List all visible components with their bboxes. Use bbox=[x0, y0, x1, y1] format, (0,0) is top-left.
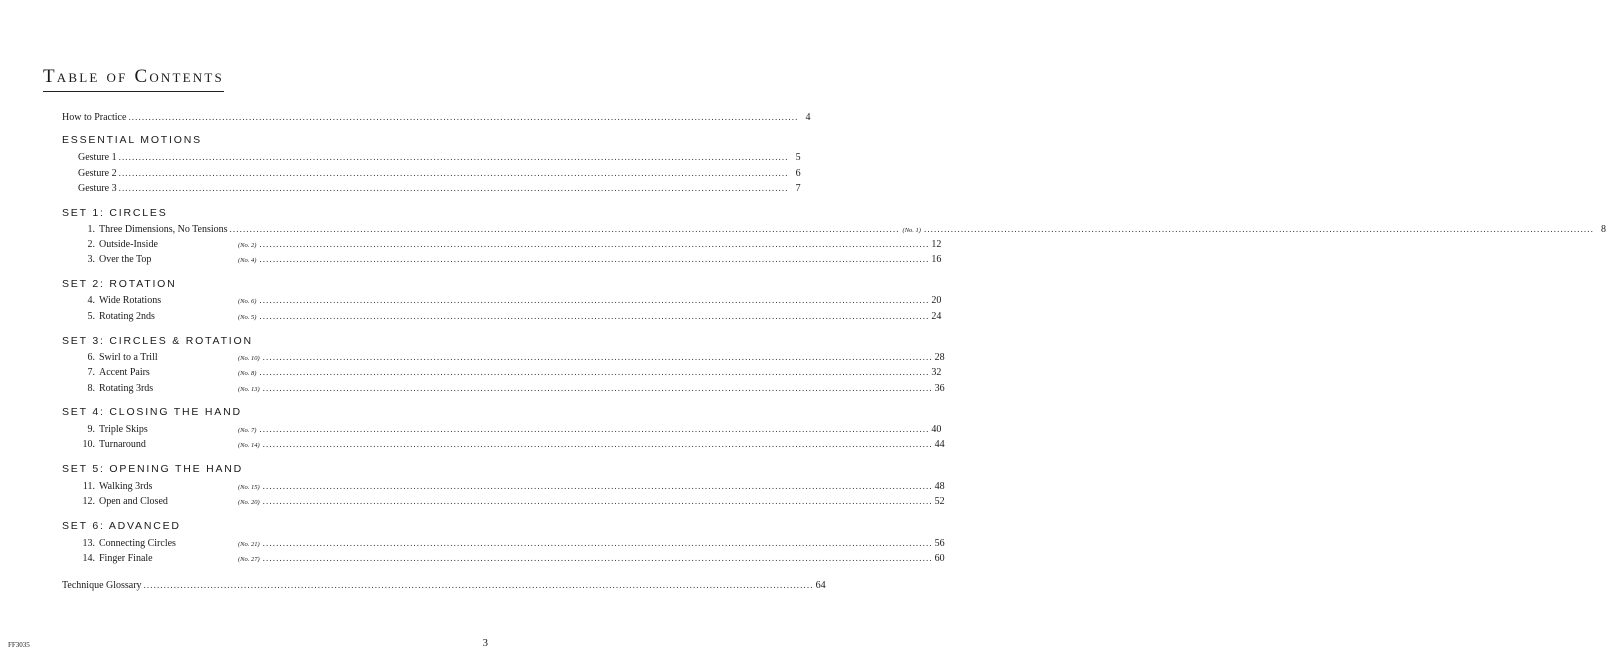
dot-leader: ........................................................................................................................................................................................................ bbox=[262, 439, 933, 449]
section-heading-set-1: SET 1: CIRCLES bbox=[62, 207, 168, 219]
dot-leader: ........................................................................................................................................................................................................ bbox=[143, 580, 814, 590]
dot-leader: ........................................................................................................................................................................................................ bbox=[128, 112, 799, 122]
entry-reference: (No. 20) bbox=[238, 499, 260, 506]
entry-label: Wide Rotations bbox=[99, 295, 162, 306]
entry-number: 3. bbox=[87, 254, 95, 265]
entry-number: 8. bbox=[87, 383, 95, 394]
section-heading-set-6: SET 6: ADVANCED bbox=[62, 520, 181, 532]
dot-leader: ........................................................................................................................................................................................................ bbox=[262, 553, 933, 563]
toc-entry[interactable] bbox=[78, 181, 801, 195]
entry-page: 12 bbox=[931, 239, 942, 250]
entry-reference: (No. 10) bbox=[238, 355, 260, 362]
entry-label: Gesture 3 bbox=[78, 183, 117, 194]
toc-entry[interactable] bbox=[78, 150, 801, 164]
toc-entry[interactable] bbox=[78, 166, 801, 180]
entry-label: Over the Top bbox=[99, 254, 152, 265]
entry-number: 11. bbox=[82, 481, 95, 492]
dot-leader: ........................................................................................................................................................................................................ bbox=[262, 481, 933, 491]
dot-leader: ........................................................................................................................................................................................................ bbox=[923, 224, 1594, 234]
entry-label: Rotating 3rds bbox=[99, 383, 154, 394]
entry-number: 5. bbox=[87, 311, 95, 322]
entry-number: 10. bbox=[82, 439, 95, 450]
section-heading-set-3: SET 3: CIRCLES & ROTATION bbox=[62, 335, 253, 347]
entry-label: Open and Closed bbox=[99, 496, 168, 507]
catalog-code: FF3035 bbox=[8, 641, 30, 649]
dot-leader: ........................................................................................................................................................................................................ bbox=[262, 538, 933, 548]
entry-reference: (No. 13) bbox=[238, 386, 260, 393]
entry-number: 6. bbox=[87, 352, 95, 363]
entry-page: 36 bbox=[934, 383, 945, 394]
entry-page: 60 bbox=[934, 553, 945, 564]
entry-page: 64 bbox=[815, 580, 826, 591]
entry-number: 4. bbox=[87, 295, 95, 306]
entry-page: 7 bbox=[795, 183, 801, 194]
entry-number: 1. bbox=[87, 224, 95, 235]
dot-leader: ........................................................................................................................................................................................................ bbox=[259, 239, 930, 249]
entry-page: 16 bbox=[931, 254, 942, 265]
entry-label: Outside-Inside bbox=[99, 239, 158, 250]
page-number: 3 bbox=[482, 637, 488, 649]
entry-number: 2. bbox=[87, 239, 95, 250]
entry-page: 48 bbox=[934, 481, 945, 492]
entry-page: 28 bbox=[934, 352, 945, 363]
entry-reference: (No. 4) bbox=[238, 257, 257, 264]
dot-leader: ........................................................................................................................................................................................................ bbox=[259, 254, 930, 264]
section-heading-essential-motions: ESSENTIAL MOTIONS bbox=[62, 134, 202, 146]
toc-entry[interactable] bbox=[78, 437, 945, 451]
entry-reference: (No. 1) bbox=[902, 227, 921, 234]
toc-entry[interactable] bbox=[78, 293, 942, 307]
entry-reference: (No. 14) bbox=[238, 442, 260, 449]
entry-label: Gesture 2 bbox=[78, 168, 117, 179]
section-heading-set-2: SET 2: ROTATION bbox=[62, 278, 177, 290]
entry-page: 56 bbox=[934, 538, 945, 549]
section-heading-set-5: SET 5: OPENING THE HAND bbox=[62, 463, 244, 475]
section-heading-set-4: SET 4: CLOSING THE HAND bbox=[62, 406, 242, 418]
toc-entry[interactable] bbox=[78, 551, 945, 565]
dot-leader: ........................................................................................................................................................................................................ bbox=[118, 168, 789, 178]
dot-leader: ........................................................................................................................................................................................................ bbox=[229, 224, 900, 234]
toc-entry[interactable] bbox=[78, 381, 945, 395]
entry-reference: (No. 21) bbox=[238, 541, 260, 548]
dot-leader: ........................................................................................................................................................................................................ bbox=[262, 496, 933, 506]
entry-reference: (No. 5) bbox=[238, 314, 257, 321]
dot-leader: ........................................................................................................................................................................................................ bbox=[259, 311, 930, 321]
entry-page: 32 bbox=[931, 367, 942, 378]
entry-reference: (No. 2) bbox=[238, 242, 257, 249]
entry-label: Swirl to a Trill bbox=[99, 352, 158, 363]
entry-number: 7. bbox=[87, 367, 95, 378]
entry-number: 14. bbox=[82, 553, 95, 564]
entry-label: Finger Finale bbox=[99, 553, 153, 564]
entry-page: 6 bbox=[795, 168, 801, 179]
toc-entry[interactable] bbox=[78, 494, 945, 508]
entry-page: 5 bbox=[795, 152, 801, 163]
dot-leader: ........................................................................................................................................................................................................ bbox=[262, 383, 933, 393]
dot-leader: ........................................................................................................................................................................................................ bbox=[118, 152, 789, 162]
entry-reference: (No. 7) bbox=[238, 427, 257, 434]
toc-entry[interactable] bbox=[78, 536, 945, 550]
entry-reference: (No. 6) bbox=[238, 298, 257, 305]
entry-page: 8 bbox=[1600, 224, 1606, 235]
entry-reference: (No. 15) bbox=[238, 484, 260, 491]
entry-label: Rotating 2nds bbox=[99, 311, 155, 322]
entry-number: 9. bbox=[87, 424, 95, 435]
toc-entry[interactable] bbox=[78, 252, 942, 266]
entry-page: 4 bbox=[805, 112, 811, 123]
entry-label: Three Dimensions, No Tensions bbox=[99, 224, 228, 235]
entry-label: Turnaround bbox=[99, 439, 146, 450]
entry-label: Triple Skips bbox=[99, 424, 148, 435]
entry-label: Accent Pairs bbox=[99, 367, 150, 378]
toc-entry[interactable] bbox=[78, 479, 945, 493]
entry-label: How to Practice bbox=[62, 112, 127, 123]
dot-leader: ........................................................................................................................................................................................................ bbox=[262, 352, 933, 362]
dot-leader: ........................................................................................................................................................................................................ bbox=[118, 183, 789, 193]
toc-entry-intro[interactable] bbox=[62, 110, 811, 124]
entry-page: 20 bbox=[931, 295, 942, 306]
entry-page: 44 bbox=[934, 439, 945, 450]
dot-leader: ........................................................................................................................................................................................................ bbox=[259, 367, 930, 377]
dot-leader: ........................................................................................................................................................................................................ bbox=[259, 295, 930, 305]
entry-page: 52 bbox=[934, 496, 945, 507]
toc-entry-outro[interactable] bbox=[62, 578, 826, 592]
toc-entry[interactable] bbox=[78, 422, 942, 436]
page-title: Table of Contents bbox=[43, 66, 224, 92]
entry-label: Technique Glossary bbox=[62, 580, 142, 591]
entry-page: 24 bbox=[931, 311, 942, 322]
entry-label: Walking 3rds bbox=[99, 481, 153, 492]
entry-reference: (No. 8) bbox=[238, 370, 257, 377]
entry-number: 12. bbox=[82, 496, 95, 507]
toc-entry[interactable] bbox=[78, 350, 945, 364]
entry-label: Connecting Circles bbox=[99, 538, 176, 549]
entry-reference: (No. 27) bbox=[238, 556, 260, 563]
entry-label: Gesture 1 bbox=[78, 152, 117, 163]
entry-number: 13. bbox=[82, 538, 95, 549]
toc-entry[interactable] bbox=[78, 309, 942, 323]
toc-entry[interactable] bbox=[78, 237, 942, 251]
toc-entry[interactable] bbox=[78, 222, 1606, 236]
toc-entry[interactable] bbox=[78, 365, 942, 379]
entry-page: 40 bbox=[931, 424, 942, 435]
dot-leader: ........................................................................................................................................................................................................ bbox=[259, 424, 930, 434]
